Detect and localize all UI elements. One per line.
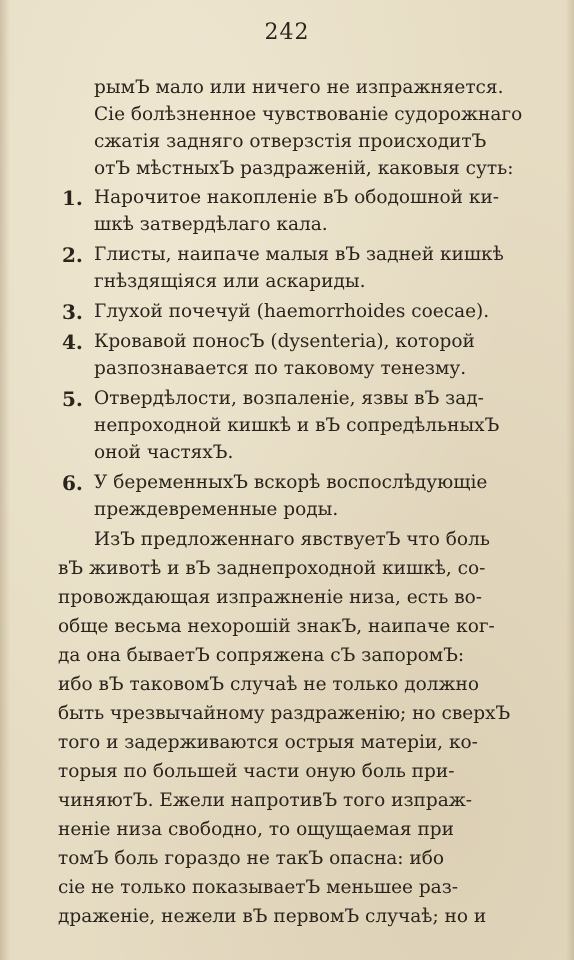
text-line: ИзЪ предложеннаго явствуетЪ что боль: [94, 529, 490, 550]
page-number: 242: [264, 20, 310, 45]
list-number: 3.: [62, 300, 83, 324]
text-line: преждевременные роды.: [94, 499, 339, 520]
text-line: драженiе, нежели вЪ первомЪ случаѣ; но и: [58, 906, 487, 927]
text-line: томЪ боль гораздо не такЪ опасна: ибо: [58, 848, 445, 869]
text-line: да она бываетЪ сопряжена сЪ запоромЪ:: [58, 645, 465, 666]
list-number: 1.: [62, 186, 83, 210]
text-line: провождающая изпражненiе низа, есть во-: [58, 587, 483, 608]
text-line: Глисты, наипаче малыя вЪ задней кишкѣ: [94, 244, 504, 265]
text-line: отЪ мѣстныхЪ раздраженiй, каковыя суть:: [94, 158, 514, 179]
text-line: шкѣ затвердѣлаго кала.: [94, 214, 328, 235]
text-line: быть чрезвычайному раздраженiю; но сверхЪ: [58, 703, 511, 724]
page-gutter-shadow: [0, 0, 10, 960]
text-line: Кровавой поносЪ (dysenteria), которой: [94, 331, 475, 352]
text-line: оной частяхЪ.: [94, 442, 234, 463]
text-line: обще весьма нехорошiй знакЪ, наипаче ког-: [58, 616, 495, 637]
text-line: чиняютЪ. Ежели напротивЪ того изпраж-: [58, 790, 473, 811]
list-number: 2.: [62, 243, 83, 267]
text-line: непроходной кишкѣ и вЪ сопредѣльныхЪ: [94, 415, 500, 436]
text-line: Глухой почечуй (haemorrhoides coecae).: [94, 301, 490, 322]
text-line: рымЪ мало или ничего не изпражняется.: [94, 77, 504, 98]
text-line: У беременныхЪ вскорѣ воспослѣдующiе: [94, 472, 488, 493]
text-line: сжатiя задняго отверзстiя происходитЪ: [94, 131, 487, 152]
text-line: Сiе болѣзненное чувствованiе судорожнаго: [94, 104, 523, 125]
text-line: того и задерживаются острыя матерiи, ко-: [58, 732, 478, 753]
text-line: Нарочитое накопленiе вЪ ободошной ки-: [94, 187, 500, 208]
text-line: ибо вЪ таковомЪ случаѣ не только должно: [58, 674, 479, 695]
text-line: вЪ животѣ и вЪ заднепроходной кишкѣ, со-: [58, 558, 486, 579]
text-line: гнѣздящiяся или аскариды.: [94, 271, 366, 292]
text-line: торыя по большей части оную боль при-: [58, 761, 455, 782]
page-edge-shadow: [566, 0, 574, 960]
text-line: ненiе низа свободно, то ощущаемая при: [58, 819, 454, 840]
list-number: 4.: [62, 330, 83, 354]
text-line: разпознавается по таковому тенезму.: [94, 358, 467, 379]
list-number: 6.: [62, 471, 83, 495]
text-line: сiе не только показываетЪ меньшее раз-: [58, 877, 459, 898]
text-line: Отвердѣлости, возпаленiе, язвы вЪ зад-: [94, 388, 484, 409]
list-number: 5.: [62, 387, 83, 411]
